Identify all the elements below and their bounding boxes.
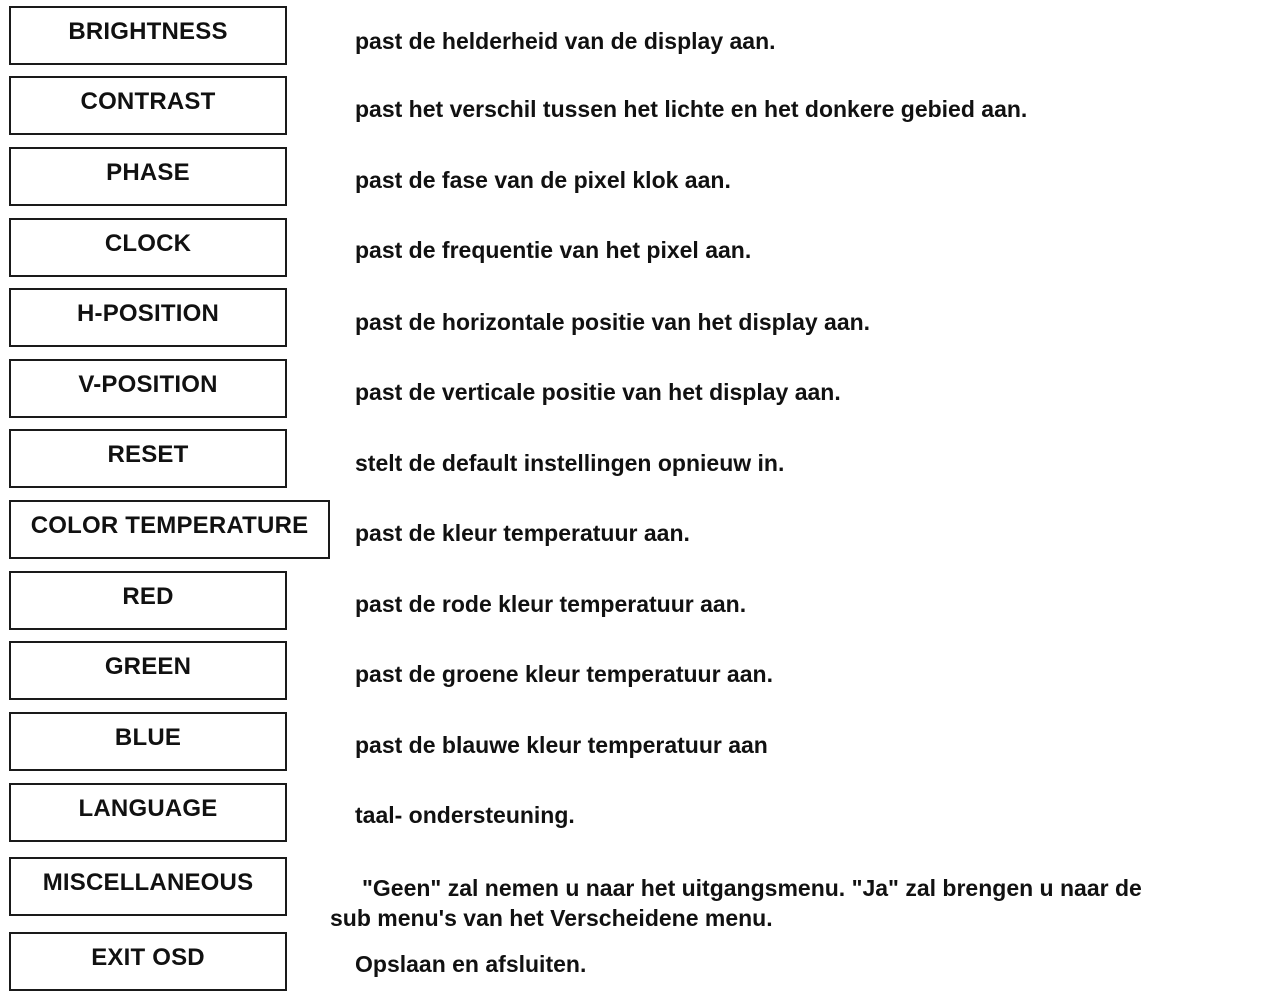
clock-button[interactable] — [9, 218, 287, 277]
exit-osd-label: EXIT OSD — [91, 943, 205, 971]
h-position-label: H-POSITION — [76, 299, 219, 327]
green-description: past de groene kleur temperatuur aan. — [355, 661, 773, 687]
color-temperature-description: past de kleur temperatuur aan. — [355, 520, 690, 546]
clock-description: past de frequentie van het pixel aan. — [355, 237, 752, 263]
phase-button[interactable] — [9, 147, 287, 206]
h-position-button[interactable] — [9, 288, 287, 347]
red-description: past de rode kleur temperatuur aan. — [355, 591, 747, 617]
h-position-description: past de horizontale positie van het display aan. — [355, 309, 871, 335]
reset-label: RESET — [107, 440, 189, 468]
red-label: RED — [122, 582, 174, 610]
brightness-label: BRIGHTNESS — [68, 17, 228, 45]
brightness-button[interactable] — [9, 6, 287, 65]
language-button[interactable] — [9, 783, 287, 842]
phase-label: PHASE — [106, 158, 190, 186]
green-label: GREEN — [104, 652, 192, 680]
brightness-description: past de helderheid van de display aan. — [355, 28, 776, 54]
language-label: LANGUAGE — [78, 794, 218, 822]
blue-description: past de blauwe kleur temperatuur aan — [355, 732, 768, 758]
miscellaneous-description — [330, 873, 1270, 933]
blue-label: BLUE — [114, 723, 182, 751]
contrast-description: past het verschil tussen het lichte en het donkere gebied aan. — [355, 96, 1028, 122]
miscellaneous-button[interactable] — [9, 857, 287, 916]
exit-osd-button[interactable] — [9, 932, 287, 991]
miscellaneous-description-line-1: "Geen" zal nemen u naar het uitgangsmenu. "Ja" zal brengen u naar de — [362, 875, 1142, 901]
reset-description: stelt de default instellingen opnieuw in. — [355, 450, 785, 476]
clock-label: CLOCK — [104, 229, 192, 257]
reset-button[interactable] — [9, 429, 287, 488]
blue-button[interactable] — [9, 712, 287, 771]
red-button[interactable] — [9, 571, 287, 630]
miscellaneous-label: MISCELLANEOUS — [42, 868, 254, 896]
v-position-button[interactable] — [9, 359, 287, 418]
color-temperature-button[interactable] — [9, 500, 330, 559]
green-button[interactable] — [9, 641, 287, 700]
miscellaneous-description-line-2: sub menu's van het Verscheidene menu. — [330, 905, 773, 931]
exit-osd-description: Opslaan en afsluiten. — [355, 951, 587, 977]
contrast-label: CONTRAST — [80, 87, 216, 115]
language-description: taal- ondersteuning. — [355, 802, 575, 828]
color-temperature-label: COLOR TEMPERATURE — [30, 511, 309, 539]
contrast-button[interactable] — [9, 76, 287, 135]
v-position-label: V-POSITION — [78, 370, 218, 398]
v-position-description: past de verticale positie van het display aan. — [355, 379, 841, 405]
phase-description: past de fase van de pixel klok aan. — [355, 167, 731, 193]
